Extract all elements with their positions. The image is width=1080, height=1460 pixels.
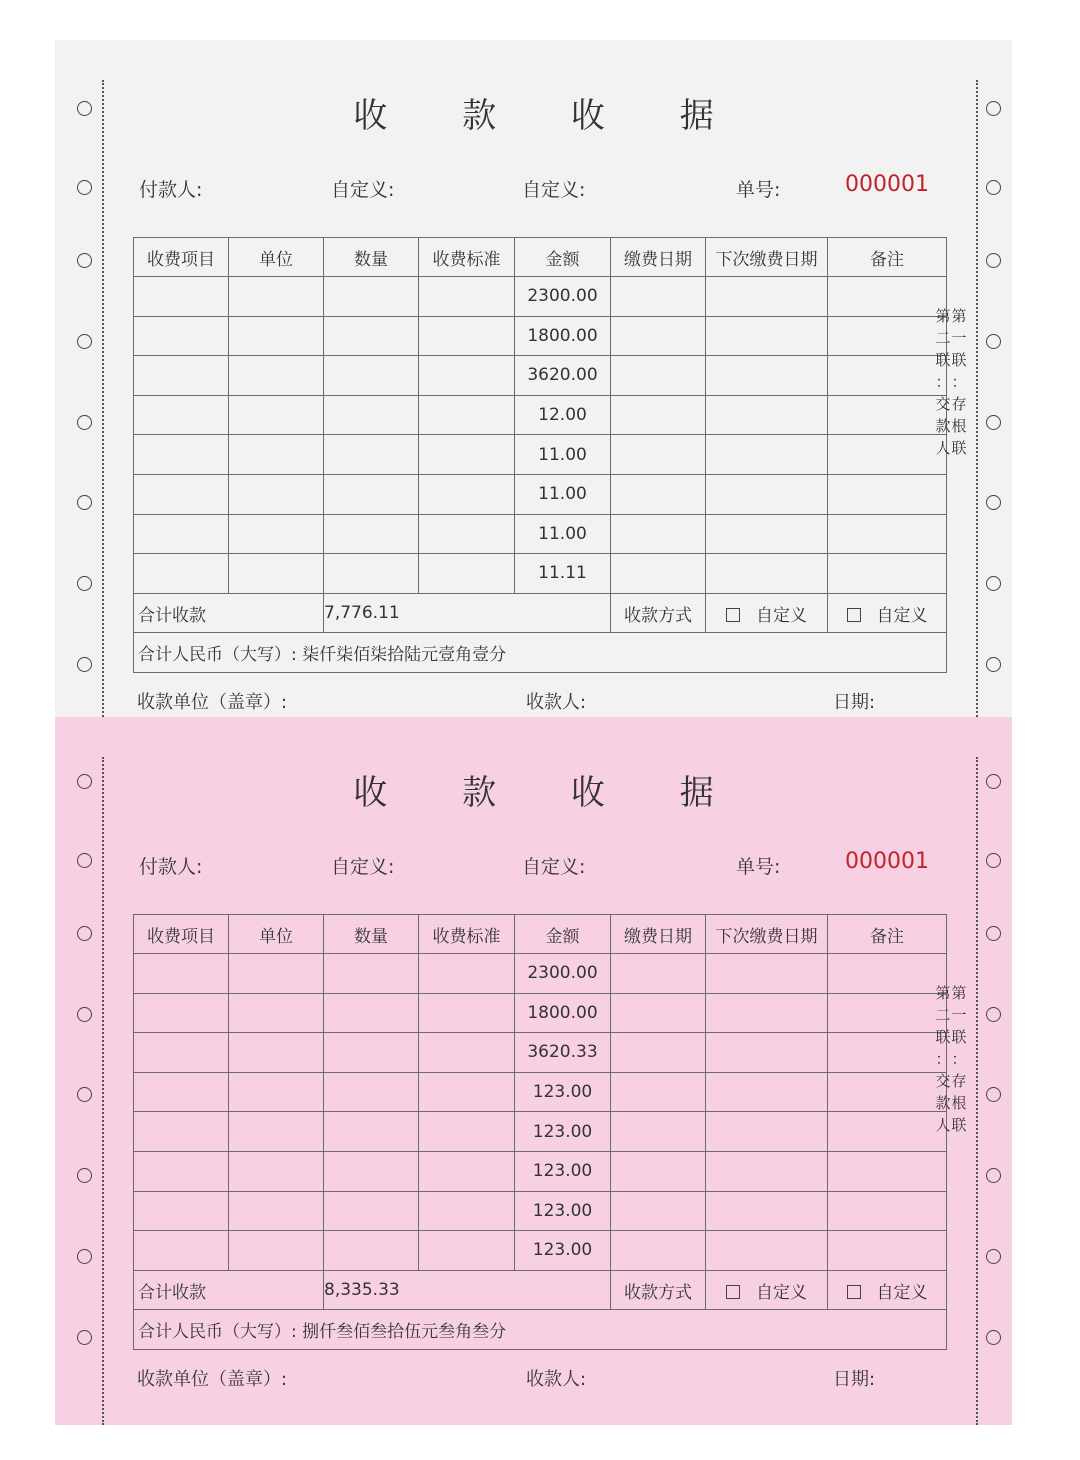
empty-cell xyxy=(324,554,419,594)
copy-designation xyxy=(935,982,969,1136)
empty-cell xyxy=(828,514,947,554)
column-header: 单位 xyxy=(229,915,324,954)
tractor-hole-icon xyxy=(77,1330,92,1345)
empty-cell xyxy=(706,1191,828,1231)
fee-table xyxy=(133,914,947,1350)
table-row xyxy=(134,1151,947,1191)
copy-char: 款 xyxy=(935,417,951,435)
empty-cell xyxy=(229,514,324,554)
amount-cell: 11.00 xyxy=(515,435,611,475)
serial-label: 单号: xyxy=(736,856,781,878)
copy-char: 第 xyxy=(935,984,951,1002)
copy-char: 二 xyxy=(935,1006,951,1024)
amount-cell: 2300.00 xyxy=(515,954,611,994)
empty-cell xyxy=(229,1112,324,1152)
tractor-hole-icon xyxy=(77,1007,92,1022)
empty-cell xyxy=(611,1191,706,1231)
empty-cell xyxy=(324,356,419,396)
table-row xyxy=(134,474,947,514)
copy-char: 款 xyxy=(935,1094,951,1112)
empty-cell xyxy=(229,1151,324,1191)
empty-cell xyxy=(419,474,515,514)
empty-cell xyxy=(134,435,229,475)
empty-cell xyxy=(611,1231,706,1271)
tractor-hole-icon xyxy=(986,180,1001,195)
empty-cell xyxy=(611,514,706,554)
column-header: 金额 xyxy=(515,238,611,277)
empty-cell xyxy=(706,1151,828,1191)
tractor-hole-icon xyxy=(77,1249,92,1264)
copy-char: ： xyxy=(951,373,967,391)
empty-cell xyxy=(706,474,828,514)
amount-cell: 11.00 xyxy=(515,514,611,554)
empty-cell xyxy=(324,277,419,317)
table-row xyxy=(134,954,947,994)
amount-cell: 123.00 xyxy=(515,1191,611,1231)
payer-label: 付款人: xyxy=(139,179,203,201)
column-header: 收费项目 xyxy=(134,238,229,277)
empty-cell xyxy=(419,435,515,475)
empty-cell xyxy=(134,277,229,317)
tractor-hole-icon xyxy=(986,853,1001,868)
empty-cell xyxy=(706,356,828,396)
copy-char: 人 xyxy=(935,1116,951,1134)
copy-char: 一 xyxy=(951,1006,967,1024)
empty-cell xyxy=(419,514,515,554)
copy-char: 二 xyxy=(935,329,951,347)
empty-cell xyxy=(828,474,947,514)
empty-cell xyxy=(324,954,419,994)
empty-cell xyxy=(229,474,324,514)
custom-field-1-label: 自定义: xyxy=(331,179,395,201)
empty-cell xyxy=(828,993,947,1033)
copy-char: 联 xyxy=(935,351,951,369)
amount-cell: 123.00 xyxy=(515,1151,611,1191)
perforation-right xyxy=(976,80,978,717)
table-row xyxy=(134,1033,947,1073)
column-header: 下次缴费日期 xyxy=(706,915,828,954)
column-header: 单位 xyxy=(229,238,324,277)
empty-cell xyxy=(229,1033,324,1073)
empty-cell xyxy=(134,954,229,994)
empty-cell xyxy=(828,435,947,475)
copy-char: 存 xyxy=(951,395,967,413)
empty-cell xyxy=(229,316,324,356)
copy-char: 交 xyxy=(935,395,951,413)
empty-cell xyxy=(611,395,706,435)
empty-cell xyxy=(706,395,828,435)
empty-cell xyxy=(706,954,828,994)
receipt-title: 收 款 收 据 xyxy=(353,96,746,136)
empty-cell xyxy=(706,1072,828,1112)
empty-cell xyxy=(134,1191,229,1231)
tractor-hole-icon xyxy=(77,926,92,941)
empty-cell xyxy=(611,356,706,396)
empty-cell xyxy=(324,316,419,356)
column-header: 下次缴费日期 xyxy=(706,238,828,277)
copy-designation xyxy=(935,305,969,459)
empty-cell xyxy=(229,993,324,1033)
empty-cell xyxy=(611,1112,706,1152)
payment-method-label: 收款方式 xyxy=(611,593,706,633)
empty-cell xyxy=(134,1033,229,1073)
checkbox-icon[interactable] xyxy=(726,608,740,622)
empty-cell xyxy=(229,1191,324,1231)
empty-cell xyxy=(706,1112,828,1152)
custom-field-2-label: 自定义: xyxy=(522,856,586,878)
total-label: 合计收款 xyxy=(134,593,324,633)
empty-cell xyxy=(706,554,828,594)
table-row xyxy=(134,1191,947,1231)
empty-cell xyxy=(229,277,324,317)
table-row xyxy=(134,1112,947,1152)
tractor-hole-icon xyxy=(77,657,92,672)
empty-cell xyxy=(419,356,515,396)
empty-cell xyxy=(611,316,706,356)
empty-cell xyxy=(134,1231,229,1271)
empty-cell xyxy=(134,554,229,594)
table-row xyxy=(134,435,947,475)
empty-cell xyxy=(419,1191,515,1231)
copy-char: 根 xyxy=(951,417,967,435)
checkbox-icon[interactable] xyxy=(847,1285,861,1299)
tractor-hole-icon xyxy=(77,1168,92,1183)
copy-char: 第 xyxy=(935,307,951,325)
empty-cell xyxy=(324,993,419,1033)
rmb-row xyxy=(134,1310,947,1350)
empty-cell xyxy=(134,356,229,396)
copy-char: 联 xyxy=(951,1116,967,1134)
empty-cell xyxy=(134,993,229,1033)
empty-cell xyxy=(611,1151,706,1191)
total-row xyxy=(134,1270,947,1310)
tractor-hole-icon xyxy=(986,495,1001,510)
empty-cell xyxy=(611,435,706,475)
column-header: 数量 xyxy=(324,238,419,277)
column-header: 收费标准 xyxy=(419,238,515,277)
empty-cell xyxy=(229,435,324,475)
empty-cell xyxy=(134,395,229,435)
column-header: 备注 xyxy=(828,238,947,277)
total-label: 合计收款 xyxy=(134,1270,324,1310)
empty-cell xyxy=(134,1112,229,1152)
issuer-label: 收款单位（盖章）: xyxy=(137,692,288,713)
empty-cell xyxy=(324,1033,419,1073)
column-header: 收费标准 xyxy=(419,915,515,954)
rmb-total-cell xyxy=(134,633,947,673)
amount-cell: 3620.33 xyxy=(515,1033,611,1073)
empty-cell xyxy=(229,1231,324,1271)
empty-cell xyxy=(324,1112,419,1152)
empty-cell xyxy=(611,993,706,1033)
amount-cell: 3620.00 xyxy=(515,356,611,396)
tractor-hole-icon xyxy=(77,1087,92,1102)
empty-cell xyxy=(324,1231,419,1271)
receipt-sheet-bottom xyxy=(55,717,1012,1425)
empty-cell xyxy=(229,356,324,396)
tractor-hole-icon xyxy=(77,495,92,510)
empty-cell xyxy=(828,356,947,396)
table-row xyxy=(134,1072,947,1112)
empty-cell xyxy=(828,1072,947,1112)
tractor-hole-icon xyxy=(986,657,1001,672)
tractor-hole-icon xyxy=(77,853,92,868)
amount-cell: 123.00 xyxy=(515,1231,611,1271)
empty-cell xyxy=(706,277,828,317)
rmb-label: 合计人民币（大写）: xyxy=(138,1322,297,1343)
custom-field-1-label: 自定义: xyxy=(331,856,395,878)
copy-char: 第 xyxy=(951,307,967,325)
copy-char: 第 xyxy=(951,984,967,1002)
empty-cell xyxy=(324,1191,419,1231)
tractor-hole-icon xyxy=(986,1087,1001,1102)
table-row xyxy=(134,514,947,554)
copy-char: 联 xyxy=(935,1028,951,1046)
payment-method-label: 收款方式 xyxy=(611,1270,706,1310)
empty-cell xyxy=(419,1231,515,1271)
issuer-label: 收款单位（盖章）: xyxy=(137,1369,288,1390)
rmb-total-cell xyxy=(134,1310,947,1350)
perforation-right xyxy=(976,757,978,1425)
payment-option-2[interactable]: 自定义 xyxy=(828,1270,947,1310)
tractor-hole-icon xyxy=(986,253,1001,268)
empty-cell xyxy=(419,1033,515,1073)
tractor-hole-icon xyxy=(986,576,1001,591)
empty-cell xyxy=(706,316,828,356)
fee-table xyxy=(133,237,947,673)
total-row xyxy=(134,593,947,633)
column-header: 缴费日期 xyxy=(611,238,706,277)
empty-cell xyxy=(419,1112,515,1152)
empty-cell xyxy=(419,1072,515,1112)
empty-cell xyxy=(706,1231,828,1271)
empty-cell xyxy=(706,993,828,1033)
rmb-total-text: 柒仟柒佰柒拾陆元壹角壹分 xyxy=(302,645,507,666)
tractor-hole-icon xyxy=(77,334,92,349)
rmb-total-text: 捌仟叁佰叁拾伍元叁角叁分 xyxy=(302,1322,507,1343)
empty-cell xyxy=(324,1151,419,1191)
column-header: 缴费日期 xyxy=(611,915,706,954)
empty-cell xyxy=(134,1072,229,1112)
tractor-hole-icon xyxy=(986,1168,1001,1183)
perforation-left xyxy=(102,80,104,717)
amount-cell: 12.00 xyxy=(515,395,611,435)
column-header: 金额 xyxy=(515,915,611,954)
rmb-row xyxy=(134,633,947,673)
amount-cell: 123.00 xyxy=(515,1072,611,1112)
table-row xyxy=(134,993,947,1033)
copy-char: 根 xyxy=(951,1094,967,1112)
payment-option-1[interactable]: 自定义 xyxy=(706,593,828,633)
checkbox-icon[interactable] xyxy=(726,1285,740,1299)
rmb-label: 合计人民币（大写）: xyxy=(138,645,297,666)
copy-char: ： xyxy=(935,1050,951,1068)
empty-cell xyxy=(229,954,324,994)
empty-cell xyxy=(324,474,419,514)
empty-cell xyxy=(419,277,515,317)
receiver-label: 收款人: xyxy=(526,692,587,713)
date-label: 日期: xyxy=(833,1369,876,1390)
empty-cell xyxy=(828,316,947,356)
tractor-hole-icon xyxy=(986,415,1001,430)
column-header: 数量 xyxy=(324,915,419,954)
table-row xyxy=(134,395,947,435)
empty-cell xyxy=(828,1231,947,1271)
empty-cell xyxy=(419,554,515,594)
empty-cell xyxy=(611,954,706,994)
empty-cell xyxy=(706,435,828,475)
copy-char: 交 xyxy=(935,1072,951,1090)
empty-cell xyxy=(828,1112,947,1152)
amount-cell: 1800.00 xyxy=(515,316,611,356)
empty-cell xyxy=(134,514,229,554)
empty-cell xyxy=(706,514,828,554)
empty-cell xyxy=(324,435,419,475)
table-row xyxy=(134,356,947,396)
receipt-title: 收 款 收 据 xyxy=(353,773,746,813)
empty-cell xyxy=(611,1072,706,1112)
empty-cell xyxy=(324,1072,419,1112)
empty-cell xyxy=(611,554,706,594)
checkbox-icon[interactable] xyxy=(847,608,861,622)
copy-char: 联 xyxy=(951,351,967,369)
tractor-hole-icon xyxy=(77,253,92,268)
empty-cell xyxy=(134,1151,229,1191)
empty-cell xyxy=(419,993,515,1033)
empty-cell xyxy=(828,554,947,594)
copy-char: ： xyxy=(951,1050,967,1068)
tractor-hole-icon xyxy=(77,576,92,591)
receipt-sheet-top xyxy=(55,40,1012,717)
tractor-hole-icon xyxy=(986,926,1001,941)
amount-cell: 123.00 xyxy=(515,1112,611,1152)
copy-char: 联 xyxy=(951,439,967,457)
column-header: 备注 xyxy=(828,915,947,954)
total-amount: 8,335.33 xyxy=(324,1270,611,1310)
empty-cell xyxy=(828,1033,947,1073)
total-amount: 7,776.11 xyxy=(324,593,611,633)
tractor-hole-icon xyxy=(986,1007,1001,1022)
empty-cell xyxy=(324,395,419,435)
tractor-hole-icon xyxy=(986,334,1001,349)
empty-cell xyxy=(828,277,947,317)
copy-char: 存 xyxy=(951,1072,967,1090)
copy-char: 人 xyxy=(935,439,951,457)
tractor-hole-icon xyxy=(77,180,92,195)
receiver-label: 收款人: xyxy=(526,1369,587,1390)
empty-cell xyxy=(419,395,515,435)
empty-cell xyxy=(611,474,706,514)
amount-cell: 2300.00 xyxy=(515,277,611,317)
empty-cell xyxy=(828,395,947,435)
serial-label: 单号: xyxy=(736,179,781,201)
empty-cell xyxy=(828,1151,947,1191)
empty-cell xyxy=(419,1151,515,1191)
tractor-hole-icon xyxy=(77,415,92,430)
custom-field-2-label: 自定义: xyxy=(522,179,586,201)
empty-cell xyxy=(324,514,419,554)
payer-label: 付款人: xyxy=(139,856,203,878)
empty-cell xyxy=(419,316,515,356)
amount-cell: 11.11 xyxy=(515,554,611,594)
column-header: 收费项目 xyxy=(134,915,229,954)
empty-cell xyxy=(611,1033,706,1073)
table-row xyxy=(134,277,947,317)
tractor-hole-icon xyxy=(986,1249,1001,1264)
table-row xyxy=(134,316,947,356)
empty-cell xyxy=(134,316,229,356)
empty-cell xyxy=(134,474,229,514)
empty-cell xyxy=(229,1072,324,1112)
empty-cell xyxy=(611,277,706,317)
copy-char: 联 xyxy=(951,1028,967,1046)
serial-number: 000001 xyxy=(845,849,929,874)
empty-cell xyxy=(419,954,515,994)
serial-number: 000001 xyxy=(845,172,929,197)
empty-cell xyxy=(828,1191,947,1231)
copy-char: ： xyxy=(935,373,951,391)
empty-cell xyxy=(706,1033,828,1073)
table-row xyxy=(134,554,947,594)
amount-cell: 1800.00 xyxy=(515,993,611,1033)
empty-cell xyxy=(229,554,324,594)
payment-option-2[interactable]: 自定义 xyxy=(828,593,947,633)
amount-cell: 11.00 xyxy=(515,474,611,514)
date-label: 日期: xyxy=(833,692,876,713)
table-row xyxy=(134,1231,947,1271)
copy-char: 一 xyxy=(951,329,967,347)
tractor-hole-icon xyxy=(986,1330,1001,1345)
payment-option-1[interactable]: 自定义 xyxy=(706,1270,828,1310)
empty-cell xyxy=(828,954,947,994)
empty-cell xyxy=(229,395,324,435)
perforation-left xyxy=(102,757,104,1425)
